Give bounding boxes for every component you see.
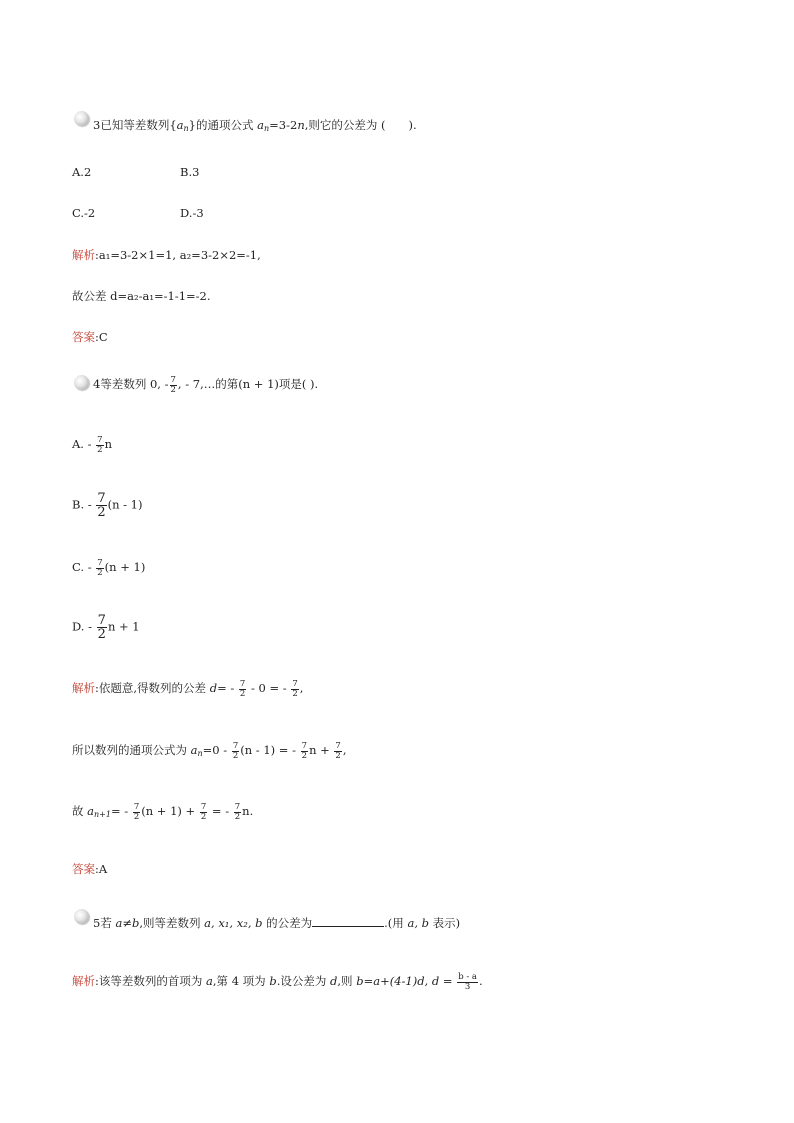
q4-stem: 4等差数列 0, - $\frac{7}{2}$ , - 7,…的第(n + 1)项是( ). — [93, 375, 319, 395]
q4-option-d: D. - $\frac{7}{2}$ n + 1 — [72, 613, 140, 642]
question-bullet-icon — [74, 111, 89, 126]
fraction: $\frac{7}{2}$ — [97, 558, 103, 578]
fraction: $\frac{7}{2}$ — [97, 491, 106, 520]
fraction: $\frac{7}{2}$ — [292, 679, 298, 699]
fraction: $\frac{7}{2}$ — [97, 435, 103, 455]
q4-analysis-line-3: 故 $a_{n+1}=$ - $\frac{7}{2}$ (n + 1) + $\frac{7}{2}$ = - $\frac{7}{2}$ n. — [72, 802, 254, 822]
analysis-label: 解析 — [72, 974, 95, 988]
q3-option-c: C.-2 — [72, 206, 96, 220]
fraction: $\frac{7}{2}$ — [239, 679, 246, 699]
q4-option-b: B. - $\frac{7}{2}$ (n - 1) — [72, 491, 143, 520]
q5-analysis: 解析:该等差数列的首项为 a,第 4 项为 b.设公差为 d,则 b=a+(4-1)d, d = $\frac{b - a}{3}$ . — [72, 972, 483, 992]
q3-option-a: A.2 — [72, 165, 92, 179]
analysis-label: 解析 — [72, 681, 95, 695]
answer-label: 答案 — [72, 330, 95, 344]
answer-label: 答案 — [72, 862, 95, 876]
q3-option-b: B.3 — [180, 165, 200, 179]
q3-analysis-line-1: 解析:a₁=3-2×1=1, a₂=3-2×2=-1, — [72, 248, 261, 262]
question-bullet-icon — [74, 909, 89, 924]
fraction: $\frac{7}{2}$ — [170, 375, 176, 395]
answer-blank[interactable] — [312, 916, 384, 927]
fraction: $\frac{7}{2}$ — [232, 741, 239, 761]
fraction: $\frac{7}{2}$ — [133, 802, 140, 822]
fraction: $\frac{7}{2}$ — [335, 741, 341, 761]
fraction: $\frac{7}{2}$ — [200, 802, 207, 822]
q4-analysis-line-1: 解析:依题意,得数列的公差 d= - $\frac{7}{2}$ - 0 = - $\frac{7}{2}$ , — [72, 679, 304, 699]
fraction: $\frac{7}{2}$ — [301, 741, 308, 761]
q3-stem: 3已知等差数列$\{a_n\}$的通项公式 $a_n=3-2n$,则它的公差为 ( ). — [93, 118, 417, 133]
q3-option-d: D.-3 — [180, 206, 204, 220]
q5-stem: 5若 a≠b,则等差数列 a, x₁, x₂, b 的公差为 .(用 a, b 表示) — [93, 916, 461, 930]
fraction: $\frac{7}{2}$ — [97, 613, 106, 642]
fraction: $\frac{b - a}{3}$ — [458, 972, 477, 992]
q4-option-a: A. - $\frac{7}{2}$ n — [72, 435, 113, 455]
q4-answer: 答案:A — [72, 862, 108, 876]
q4-option-c: C. - $\frac{7}{2}$ (n + 1) — [72, 558, 146, 578]
q3-analysis-line-2: 故公差 d=a₂-a₁=-1-1=-2. — [72, 289, 211, 303]
question-bullet-icon — [74, 375, 89, 390]
q4-analysis-line-2: 所以数列的通项公式为 $a_n=0$ - $\frac{7}{2}$ (n - 1) = - $\frac{7}{2}$ n + $\frac{7}{2}$ , — [72, 741, 347, 761]
fraction: $\frac{7}{2}$ — [234, 802, 241, 822]
q3-answer: 答案:C — [72, 330, 108, 344]
analysis-label: 解析 — [72, 248, 95, 262]
